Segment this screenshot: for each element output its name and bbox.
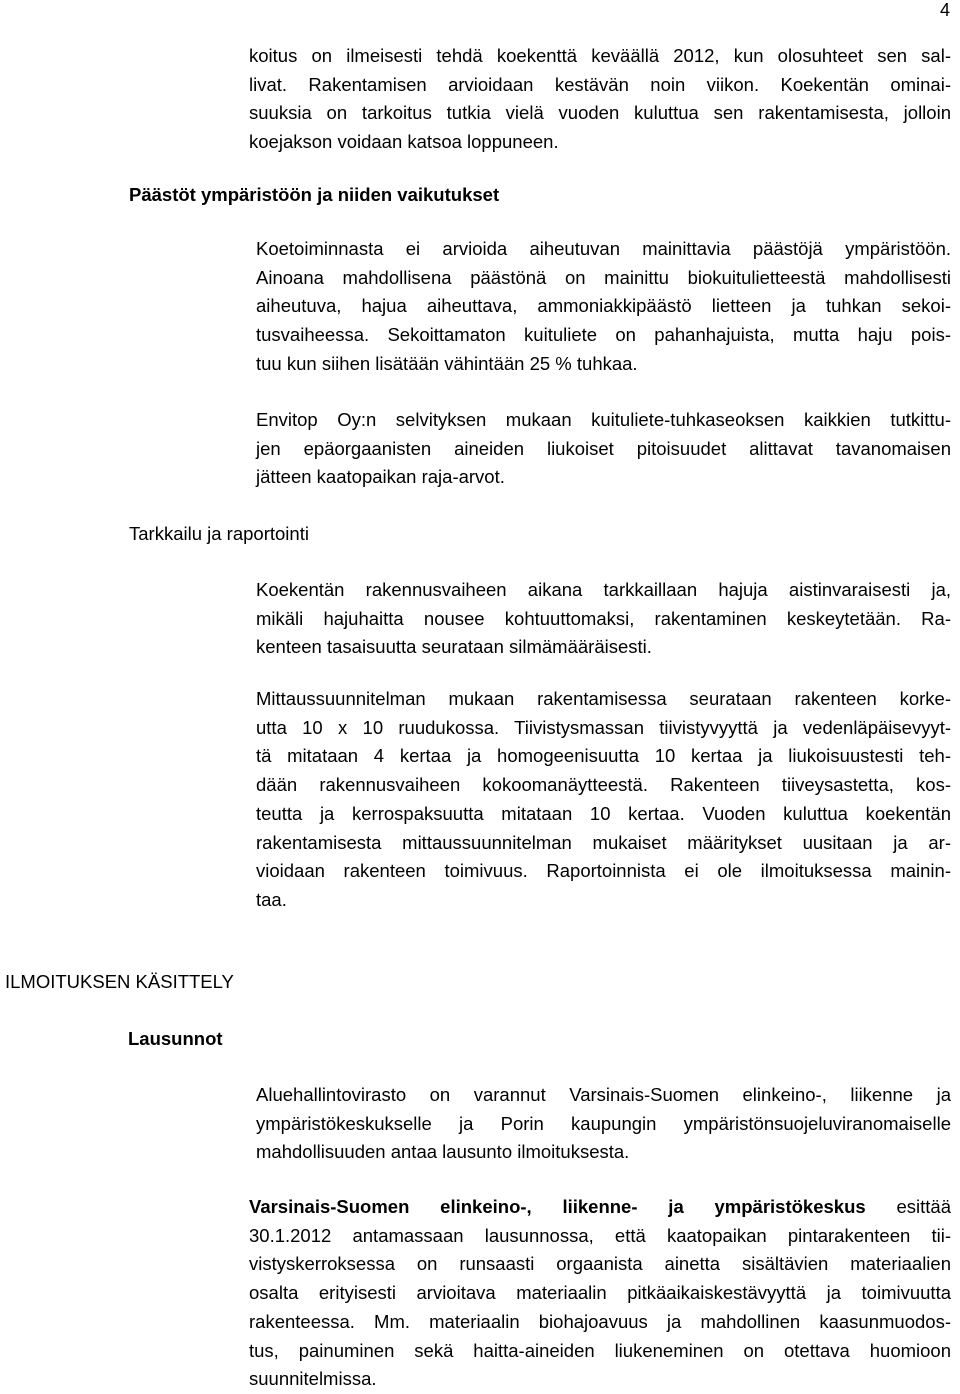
text-line: mikäli hajuhaitta nousee kohtuuttomaksi, rakentaminen keskeytetään. Ra-: [256, 607, 951, 629]
page-number: 4: [939, 0, 950, 20]
text-line: koitus on ilmeisesti tehdä koekenttä keväällä 2012, kun olosuhteet sen sal-: [249, 45, 951, 66]
text-line: utta 10 x 10 ruudukossa. Tiivistysmassan tiivistyvyyttä ja vedenläpäisevyyt-: [256, 716, 951, 738]
text-line: taa.: [256, 888, 287, 910]
processing-paragraph-1: [256, 1081, 951, 1167]
text-line: mahdollisuuden antaa lausunto ilmoituksesta.: [256, 1141, 630, 1163]
text-line: vistyskerroksessa on runsaasti orgaanista ainetta sisältävien materiaalien: [249, 1253, 951, 1275]
text-line: osalta erityisesti arvioitava materiaalin pitkäaikaiskestävyyttä ja toimivuutta: [249, 1282, 951, 1304]
text-line: ympäristökeskukselle ja Porin kaupungin ympäristönsuojeluviranomaiselle: [256, 1112, 951, 1134]
text-line: Envitop Oy:n selvityksen mukaan kuituliete-tuhkaseoksen kaikkien tutkittu-: [256, 409, 951, 430]
text-line: koejakson voidaan katsoa loppuneen.: [249, 131, 559, 153]
text-line: dään rakennusvaiheen kokoomanäytteestä. Rakenteen tiiveysastetta, kos-: [256, 774, 951, 796]
text-line: tuu kun siihen lisätään vähintään 25 % tuhkaa.: [256, 352, 638, 374]
text-line: Mittaussuunnitelman mukaan rakentamisessa seurataan rakenteen korke-: [256, 688, 951, 709]
text-line: aiheutuva, hajua aiheuttava, ammoniakkipäästö lietteen ja tuhkan sekoi-: [256, 295, 951, 317]
organization-name: Varsinais-Suomen elinkeino-, liikenne- ja ympäristökeskus: [249, 1196, 866, 1217]
text-line: Koetoiminnasta ei arvioida aiheutuvan mainittavia päästöjä ympäristöön.: [256, 238, 951, 259]
text-line: tus, painuminen sekä haitta-aineiden liukeneminen on otettava huomioon: [249, 1339, 951, 1361]
text-line: suuksia on tarkoitus tutkia vielä vuoden kuluttua sen rakentamisesta, jolloin: [249, 102, 951, 124]
text-line: livat. Rakentamisen arvioidaan kestävän noin viikon. Koekentän ominai-: [249, 73, 951, 95]
emissions-paragraph-1: [256, 235, 951, 379]
text-line: rakentamisesta mittaussuunnitelman mukaiset määritykset uusitaan ja ar-: [256, 831, 951, 853]
text-line: teutta ja kerrospaksuutta mitataan 10 kertaa. Vuoden kuluttua koekentän: [256, 802, 951, 824]
section-heading-emissions: Päästöt ympäristöön ja niiden vaikutukset: [129, 184, 500, 205]
intro-paragraph: [249, 42, 951, 157]
lead-rest: esittää: [865, 1196, 951, 1217]
text-line: Aluehallintovirasto on varannut Varsinais-Suomen elinkeino-, liikenne ja: [256, 1084, 951, 1105]
processing-paragraph-2: [249, 1193, 951, 1394]
text-line: kenteen tasaisuutta seurataan silmämääräisesti.: [256, 636, 652, 658]
main-heading-processing: ILMOITUKSEN KÄSITTELY: [5, 971, 234, 992]
monitoring-paragraph-2: [256, 685, 951, 915]
text-line: vioidaan rakenteen toimivuus. Raportoinnista ei ole ilmoituksessa mainin-: [256, 860, 951, 882]
text-line: rakenteessa. Mm. materiaalin biohajoavuus ja mahdollinen kaasunmuodos-: [249, 1310, 951, 1332]
text-line: Koekentän rakennusvaiheen aikana tarkkaillaan hajuja aistinvaraisesti ja,: [256, 579, 951, 600]
text-line: Ainoana mahdollisena päästönä on mainittu biokuitulietteestä mahdollisesti: [256, 266, 951, 288]
text-line-lead: [249, 1193, 951, 1222]
text-line: tusvaiheessa. Sekoittamaton kuituliete on pahanhajuista, mutta haju pois-: [256, 324, 951, 346]
text-line: suunnitelmissa.: [249, 1368, 377, 1390]
text-line: 30.1.2012 antamassaan lausunnossa, että kaatopaikan pintarakenteen tii-: [249, 1224, 951, 1246]
text-line: jätteen kaatopaikan raja-arvot.: [256, 466, 505, 488]
emissions-paragraph-2: [256, 406, 951, 492]
text-line: jen epäorgaanisten aineiden liukoiset pitoisuudet alittavat tavanomaisen: [256, 437, 951, 459]
text-line: tä mitataan 4 kertaa ja homogeenisuutta 10 kertaa ja liukoisuustesti teh-: [256, 745, 951, 767]
subheading-statements: Lausunnot: [128, 1028, 223, 1049]
section-heading-monitoring: Tarkkailu ja raportointi: [129, 523, 309, 544]
monitoring-paragraph-1: [256, 576, 951, 662]
